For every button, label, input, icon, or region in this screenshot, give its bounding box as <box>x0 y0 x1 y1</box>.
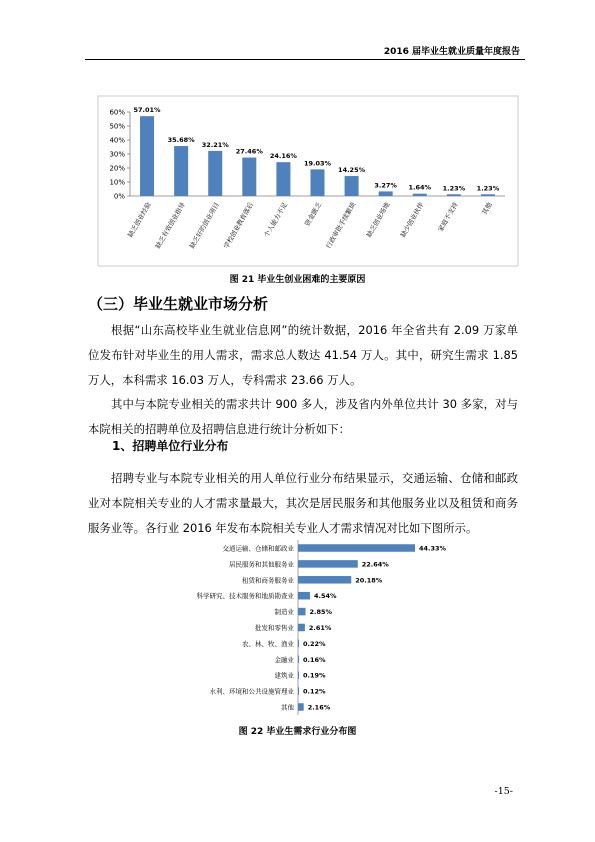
figure22-data-label: 20.18% <box>355 576 383 585</box>
figure22-bar <box>298 687 299 695</box>
figure22-data-label: 44.33% <box>419 544 447 553</box>
figure21-y-tick-label: 20% <box>109 164 125 173</box>
figure22-category-label: 其他 <box>281 703 294 712</box>
figure21-data-label: 24.16% <box>269 152 297 161</box>
figure21-category-label: 缺少创业伙伴 <box>399 201 426 239</box>
figure21-bar <box>140 116 154 196</box>
page-number: -15- <box>494 786 513 797</box>
figure21-category-label: 其他 <box>480 201 494 217</box>
figure21-bar <box>481 194 495 196</box>
paragraph-3: 招聘专业与本院专业相关的用人单位行业分布结果显示，交通运输、仓储和邮政业对本院相关专业的人才需求量最大，其次是居民服务和其他服务业以及租赁和商务服务业等。各行业 2016 年发布本院相关专业人才需求情况对比如下图所示。 <box>88 471 518 535</box>
figure22-category-label: 租赁和商务服务业 <box>242 576 294 585</box>
figure21-bar <box>413 194 427 196</box>
figure22-category-label: 交通运输、仓储和邮政业 <box>222 544 294 553</box>
figure21-category-label: 缺乏创业经验 <box>126 201 153 239</box>
figure21-data-label: 35.68% <box>167 136 195 145</box>
figure21-bar <box>379 191 393 196</box>
figure21-data-label: 57.01% <box>133 106 161 115</box>
figure22-bar <box>298 656 299 664</box>
figure22-category-label: 金融业 <box>274 655 294 664</box>
figure21-category-label: 资金匮乏 <box>303 201 324 228</box>
figure21-category-label: 学校创业教育落后 <box>222 201 256 251</box>
figure22-bar <box>298 560 358 568</box>
figure22-category-label: 水利、环境和公共设施管理业 <box>209 687 294 696</box>
figure22-category-label: 建筑业 <box>274 671 294 680</box>
figure21-y-tick-label: 30% <box>109 150 125 159</box>
figure21-y-tick-label: 50% <box>109 122 125 131</box>
figure21-data-label: 27.46% <box>235 147 263 156</box>
figure22-bar <box>298 592 310 600</box>
figure22-bar <box>298 576 351 584</box>
figure21-category-label: 行政审批手续繁琐 <box>324 201 358 251</box>
figure22-data-label: 4.54% <box>313 592 337 601</box>
figure22-data-label: 2.61% <box>308 624 332 632</box>
figure21-data-label: 1.64% <box>408 183 432 192</box>
figure22-data-label: 2.85% <box>309 608 333 617</box>
figure21-category-label: 缺乏好的创业项目 <box>188 201 221 251</box>
figure21-data-label: 1.23% <box>442 184 466 193</box>
figure22-category-label: 农、林、牧、渔业 <box>242 639 294 648</box>
figure21-category-label: 个人能力不足 <box>262 201 290 239</box>
figure22-data-label: 0.16% <box>303 655 326 664</box>
figure22-caption: 图 22 毕业生需求行业分布图 <box>238 727 357 737</box>
figure22-bar <box>298 544 415 552</box>
report-header-title: 2016 届毕业生就业质量年度报告 <box>383 47 520 57</box>
figure21-category-label: 家庭不支持 <box>436 201 460 234</box>
subsection1-heading: 1、招聘单位行业分布 <box>112 439 229 453</box>
figure22-category-label: 居民服务和其他服务业 <box>229 560 294 569</box>
figure22-data-label: 22.64% <box>361 560 389 569</box>
figure21-category-label: 缺乏创业场地 <box>364 201 392 239</box>
figure21-category-label: 缺乏有效创业指导 <box>153 201 187 251</box>
figure22-category-label: 科学研究、技术服务和地质勘查业 <box>196 592 294 601</box>
figure22-data-label: 2.16% <box>307 703 331 712</box>
paragraph-2: 其中与本院专业相关的需求共计 900 多人，涉及省内外单位共计 30 多家，对与本院相关的招聘单位及招聘信息进行统计分析如下： <box>88 397 518 436</box>
figure21-data-label: 14.25% <box>338 166 366 175</box>
paragraph-1: 根据“山东高校毕业生就业信息网”的统计数据，2016 年全省共有 2.09 万家单位发布针对毕业生的用人需求，需求总人数达 41.54 万人。其中，研究生需求 1.85 万人，本科需求 16.03 万人，专科需求 23.66 万人。 <box>88 323 518 387</box>
figure21-bar-chart <box>98 96 518 266</box>
figure22-bar <box>298 624 305 632</box>
figure22-hbar-chart <box>197 540 447 715</box>
figure21-bar <box>174 146 188 196</box>
figure21-y-tick-label: 10% <box>109 178 125 187</box>
figure21-bar <box>311 169 325 196</box>
figure22-bar <box>298 703 304 711</box>
figure21-data-label: 1.23% <box>476 184 500 193</box>
figure21-y-tick-label: 60% <box>109 108 125 117</box>
figure21-bar <box>208 151 222 196</box>
figure22-bar <box>298 640 299 648</box>
figure22-bar <box>298 608 306 616</box>
figure22-data-label: 0.22% <box>303 639 326 648</box>
figure22-category-label: 制造业 <box>274 608 294 617</box>
figure22-category-label: 批发和零售业 <box>255 624 294 632</box>
figure21-bar <box>447 194 461 196</box>
figure22-data-label: 0.12% <box>303 687 326 696</box>
figure21-bar <box>242 158 256 196</box>
figure21-data-label: 32.21% <box>201 140 229 149</box>
section3-heading: （三）毕业生就业市场分析 <box>88 295 269 313</box>
figure21-caption: 图 21 毕业生创业困难的主要原因 <box>229 275 366 285</box>
figure21-bar <box>345 176 359 196</box>
figure21-bar <box>276 162 290 196</box>
figure21-data-label: 3.27% <box>374 181 397 190</box>
figure21-y-tick-label: 0% <box>113 192 125 201</box>
figure21-data-label: 19.03% <box>303 159 332 168</box>
figure22-data-label: 0.19% <box>303 671 326 680</box>
figure21-y-tick-label: 40% <box>109 136 125 145</box>
figure22-bar <box>298 671 299 679</box>
